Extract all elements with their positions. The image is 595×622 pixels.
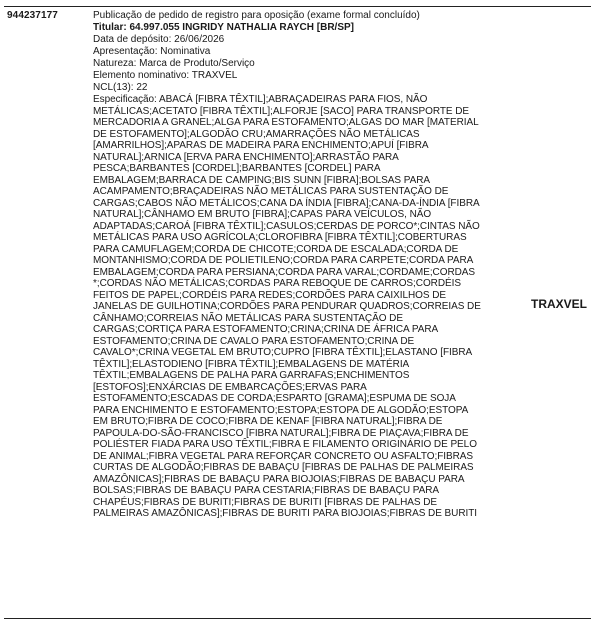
process-number: 944237177 [7, 10, 58, 21]
nominative-element: Elemento nominativo: TRAXVEL [93, 70, 238, 81]
ncl-class: NCL(13): 22 [93, 82, 148, 93]
dispatch-text: Publicação de pedido de registro para oposição (exame formal concluído) [93, 10, 420, 21]
top-divider [4, 6, 591, 7]
mark-name: TRAXVEL [531, 297, 588, 311]
titular: Titular: 64.997.055 INGRIDY NATHALIA RAYCH [BR/SP] [93, 22, 354, 33]
presentation: Apresentação: Nominativa [93, 46, 211, 57]
deposit-date: Data de depósito: 26/06/2026 [93, 34, 225, 45]
bottom-divider [4, 618, 591, 619]
nature: Natureza: Marca de Produto/Serviço [93, 58, 255, 69]
record-details [93, 10, 485, 520]
specification: Especificação: ABACÁ [FIBRA TÊXTIL];ABRAÇADEIRAS PARA FIOS, NÃO METÁLICAS;ACETATO [FIBRA TÊXTIL];ALFORJE [SACO] PARA TRANSPORTE DE MERCADORIA A GRANEL;ALGA PARA ESTOFAMENTO;ALGAS DO MAR [MATERIAL DE ESTOFAMENTO];ALGODÃO CRU;AMARRAÇÕES NÃO METÁLICAS [AMARRILHOS];APARAS DE MADEIRA PARA ENCHIMENTO;APUÍ [FIBRA NATURAL];ARNICA [ERVA PARA ENCHIMENTO];ARRASTÃO PARA PESCA;BARBANTES [CORDEL];BARBANTES [CORDEL] PARA EMBALAGEM;BARRACA DE CAMPING;BIS SUNN [FIBRA];BOLSAS PARA ACAMPAMENTO;BRAÇADEIRAS NÃO METÁLICAS PARA SUSTENTAÇÃO DE CARGAS;CABOS NÃO METÁLICOS;CANA DA ÍNDIA [FIBRA];CANA-DA-ÍNDIA [FIBRA NATURAL];CÂNHAMO EM BRUTO [FIBRA];CAPAS PARA VEÍCULOS, NÃO ADAPTADAS;CAROÁ [FIBRA TÊXTIL];CASULOS;CERDAS DE PORCO*;CINTAS NÃO METÁLICAS PARA USO AGRÍCOLA;CLOROFIBRA [FIBRA TÊXTIL];COBERTURAS PARA CAMUFLAGEM;CORDA DE CHICOTE;CORDA DE ESCALADA;CORDA DE MONTANHISMO;CORDA DE POLIETILENO;CORDA PARA CARPETE;CORDA PARA EMBALAGEM;CORDA PARA PERSIANA;CORDA PARA VARAL;CORDAME;CORDAS *;CORDAS NÃO METÁLICAS;CORDAS PARA REBOQUE DE CARROS;CORDÉIS FEITOS DE PAPEL;CORDÉIS PARA REDES;CORDÕES PARA CAIXILHOS DE JANELAS DE GUILHOTINA;CORDÕES PARA PENDURAR QUADROS;CORREIAS DE CÂNHAMO;CORREIAS NÃO METÁLICAS PARA SUSTENTAÇÃO DE CARGAS;CORTIÇA PARA ESTOFAMENTO;CRINA;CRINA DE ÁFRICA PARA ESTOFAMENTO;CRINA DE CAVALO PARA ESTOFAMENTO;CRINA DE CAVALO*;CRINA VEGETAL EM BRUTO;CUPRO [FIBRA TÊXTIL];ELASTANO [FIBRA TÊXTIL];ELASTODIENO [FIBRA TÊXTIL];EMBALAGENS DE MATÉRIA TÊXTIL;EMBALAGENS DE PALHA PARA GARRAFAS;ENCHIMENTOS [ESTOFOS];ENXÁRCIAS DE EMBARCAÇÕES;ERVAS PARA ESTOFAMENTO;ESCADAS DE CORDA;ESPARTO [GRAMA];ESPUMA DE SOJA PARA ENCHIMENTO E ESTOFAMENTO;ESTOPA;ESTOPA DE ALGODÃO;ESTOPA EM BRUTO;FIBRA DE COCO;FIBRA DE KENAF [FIBRA NATURAL];FIBRA DE PAPOULA-DO-SÃO-FRANCISCO [FIBRA NATURAL];FIBRA DE PIAÇAVA;FIBRA DE POLIÉSTER FIADA PARA USO TÊXTIL;FIBRA E FILAMENTO ORIGINÁRIO DE PELO DE ANIMAL;FIBRA VEGETAL PARA REFORÇAR CONCRETO OU ASFALTO;FIBRAS CURTAS DE ALGODÃO;FIBRAS DE BABAÇU [FIBRAS DE PALHAS DE PALMEIRAS AMAZÔNICAS];FIBRAS DE BABAÇU PARA BIOJOIAS;FIBRAS DE BABAÇU PARA BOLSAS;FIBRAS DE BABAÇU PARA CESTARIA;FIBRAS DE BABAÇU PARA CHAPÉUS;FIBRAS DE BURITI;FIBRAS DE BURITI [FIBRAS DE PALHAS DE PALMEIRAS AMAZÔNICAS];FIBRAS DE BURITI PARA BIOJOIAS;FIBRAS DE BURITI [93, 94, 481, 519]
